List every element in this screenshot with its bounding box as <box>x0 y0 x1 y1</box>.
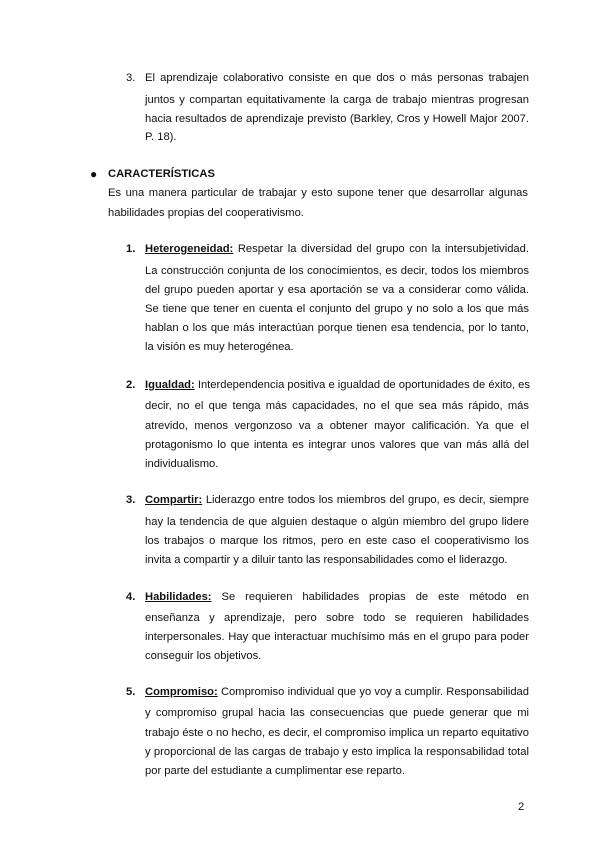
characteristic-1-first-text: Respetar la diversidad del grupo con la intersubjetividad. <box>233 243 529 255</box>
characteristic-2-first-text: Interdependencia positiva e igualdad de oportunidades de éxito, es <box>194 379 530 391</box>
characteristic-2-term: Igualdad: <box>145 379 195 391</box>
characteristic-3-first-line <box>145 493 529 507</box>
characteristic-1-line: la visión es muy heterogénea. <box>145 341 294 353</box>
characteristic-5-first-line <box>145 685 529 699</box>
characteristic-4-number: 4. <box>126 591 136 603</box>
characteristic-4-line: conseguir los objetivos. <box>145 650 262 662</box>
characteristic-4-term: Habilidades: <box>145 591 212 603</box>
characteristic-1-line: hablan o los que más interactúan porque tienen esa tendencia, por lo tanto, <box>145 322 529 334</box>
characteristic-5-number: 5. <box>126 686 136 698</box>
section-intro-line-1: Es una manera particular de trabajar y esto supone tener que desarrollar algunas <box>108 187 528 199</box>
characteristic-5-first-text: Compromiso individual que yo voy a cumplir. Responsabilidad <box>217 686 529 698</box>
item-3-line-4: P. 18). <box>145 131 177 143</box>
characteristic-4-line: enseñanza y aprendizaje, pero sobre todo se requieren habilidades <box>145 612 529 624</box>
characteristic-3-first-text: Liderazgo entre todos los miembros del grupo, es decir, siempre <box>202 494 529 506</box>
characteristic-3-line: los trabajos o marque los ritmos, pero en este caso el cooperativismo los <box>145 535 529 547</box>
item-3-number: 3. <box>126 72 136 84</box>
page-number: 2 <box>518 801 525 813</box>
characteristic-3-line: hay la tendencia de que alguien destaque o algún miembro del grupo lidere <box>145 516 529 528</box>
characteristic-1-first-line <box>145 242 529 256</box>
characteristic-4-line: interpersonales. Hay que interactuar muchísimo más en el grupo para poder <box>145 631 529 643</box>
item-3-line-2: juntos y compartan equitativamente la carga de trabajo mientras progresan <box>145 94 529 106</box>
characteristic-1-line: del grupo pueden aportar y esa aportación se va a considerar como válida. <box>145 284 529 296</box>
item-3-line-1: El aprendizaje colaborativo consiste en que dos o más personas trabajen <box>145 72 529 84</box>
section-title: CARACTERÍSTICAS <box>108 168 215 180</box>
section-intro-line-2: habilidades propias del cooperativismo. <box>108 207 304 219</box>
characteristic-3-line: invita a compartir y a diluir tanto las responsabilidades como el liderazgo. <box>145 554 508 566</box>
characteristic-4-first-text: Se requieren habilidades propias de este método en <box>211 591 529 603</box>
characteristic-2-line: atrevido, menos vergonzoso va a obtener mayor calificación. Ya que el <box>145 420 529 432</box>
characteristic-2-number: 2. <box>126 379 136 391</box>
characteristic-5-line: y proporcional de las cargas de trabajo y esto implica la responsabilidad total <box>145 746 529 758</box>
characteristic-1-number: 1. <box>126 243 136 255</box>
characteristic-3-term: Compartir: <box>145 494 203 506</box>
item-3-line-3: hacia resultados de aprendizaje previsto (Barkley, Cros y Howell Major 2007. <box>145 113 529 125</box>
characteristic-4-first-line <box>145 590 529 604</box>
characteristic-5-line: por parte del estudiante a cumplimentar ese reparto. <box>145 765 405 777</box>
characteristic-2-line: individualismo. <box>145 458 219 470</box>
characteristic-2-line: decir, no el que tenga más capacidades, no el que sea más rápido, más <box>145 400 529 412</box>
characteristic-1-term: Heterogeneidad: <box>145 243 234 255</box>
characteristic-5-term: Compromiso: <box>145 686 218 698</box>
section-bullet: ● <box>90 167 98 181</box>
characteristic-5-line: y compromiso grupal hacia las consecuencias que puede generar que mi <box>145 707 529 719</box>
characteristic-2-first-line <box>145 378 529 392</box>
characteristic-2-line: protagonismo lo que intenta es integrar unos valores que van más allá del <box>145 439 529 451</box>
characteristic-3-number: 3. <box>126 494 136 506</box>
characteristic-1-line: La construcción conjunta de los conocimientos, es decir, todos los miembros <box>145 265 529 277</box>
characteristic-5-line: trabajo éste o no hecho, es decir, el compromiso implica un reparto equitativo <box>145 727 529 739</box>
characteristic-1-line: Se tiene que tener en cuenta el conjunto del grupo y no solo a los que más <box>145 303 529 315</box>
